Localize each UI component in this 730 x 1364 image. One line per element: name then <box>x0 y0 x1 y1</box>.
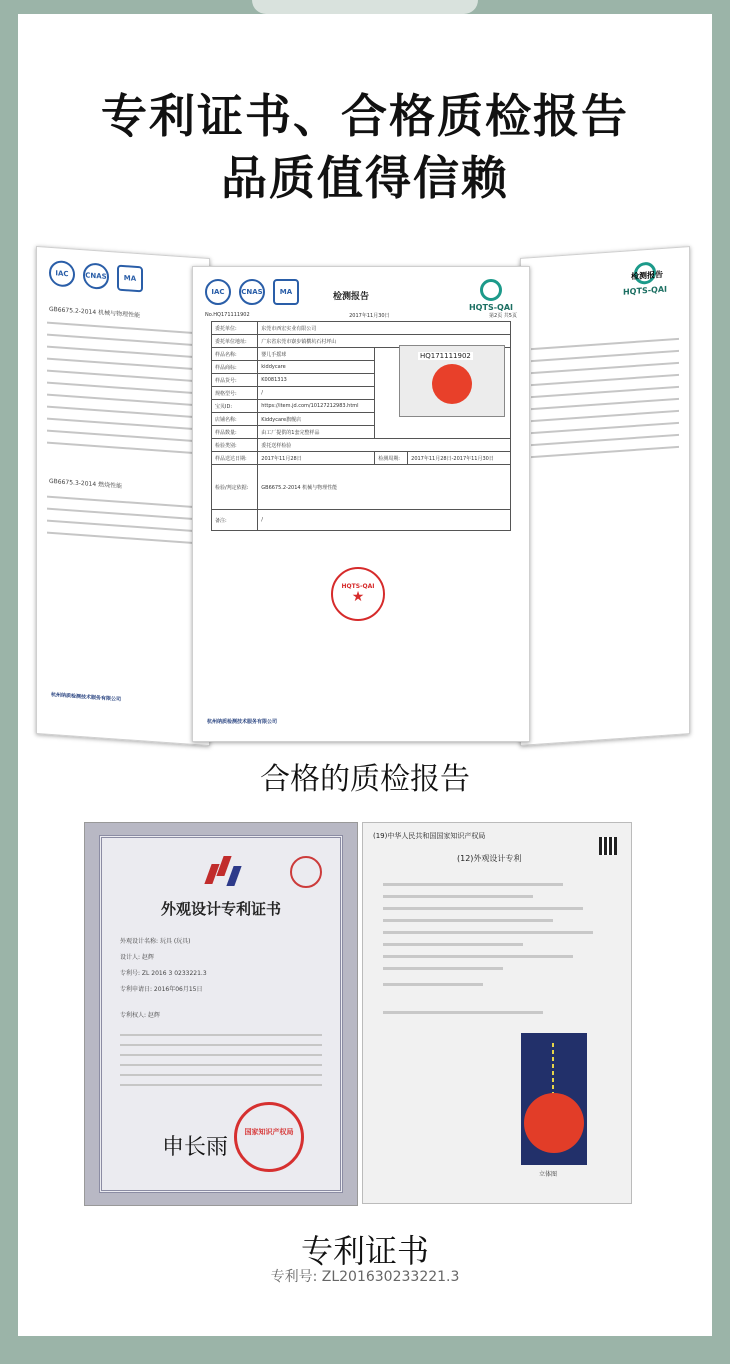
patent-certificate <box>84 822 358 1206</box>
ma-logo-icon: MA <box>117 265 143 293</box>
patent-document <box>362 822 632 1204</box>
red-seal-mark-icon <box>290 856 322 888</box>
ma-logo-icon: MA <box>273 279 299 305</box>
inspection-stamp: HQTS-QAI ★ <box>331 567 385 621</box>
report-table-lines <box>531 338 679 468</box>
iac-logo-icon: IAC <box>205 279 231 305</box>
report-date: 2017年11月30日 <box>349 313 390 319</box>
report-meta <box>205 312 517 319</box>
report-footer: 杭州纳质检测技术服务有限公司 <box>207 719 278 725</box>
cert-field-5: 专利权人: 赵辉 <box>120 1012 160 1019</box>
patent-doc-header: (19)中华人民共和国国家知识产权局 <box>373 832 486 840</box>
patent-number: 专利号: ZL201630233221.3 <box>270 1269 460 1285</box>
hqts-logo: HQTS-QAI <box>623 261 667 297</box>
signature: 申长雨 <box>162 1135 229 1160</box>
headline-line2: 品质值得信赖 <box>221 151 509 205</box>
product-image-caption: 立体图 <box>539 1171 558 1178</box>
cnas-logo-icon: CNAS <box>83 262 109 290</box>
report-text-lines-2 <box>47 496 199 555</box>
national-seal: 国家知识产权局 <box>234 1102 304 1172</box>
iac-logo-icon: IAC <box>49 260 75 288</box>
report-text-lines <box>47 322 199 465</box>
hqts-logo: HQTS-QAI <box>469 279 513 312</box>
main-cert-logos <box>205 279 299 305</box>
patent-doc-type: (12)外观设计专利 <box>457 854 522 863</box>
cert-field-2: 设计人: 赵辉 <box>120 954 154 961</box>
report-item-1: GB6675.2-2014 机械与物理性能 <box>49 305 141 320</box>
string-icon <box>552 1043 554 1099</box>
cnas-logo-icon: CNAS <box>239 279 265 305</box>
red-ball-icon <box>432 364 472 404</box>
report-footer-left: 杭州纳质检测技术服务有限公司 <box>51 691 122 703</box>
product-image <box>521 1033 587 1165</box>
sample-photo <box>399 345 505 417</box>
report-table: 委托单位: 东莞市西宏实业有限公司 委托单位地址: 广东省东莞市寮步镇横坑石村坪山 样品名称: 婴儿手摇球 样品商标: kiddycare 样品货号: K0081313 规格型号: / 宝贝ID: https://item.jd.com/10127212983.html 店铺名称: Kiddycare旗舰店 样品数量: 由工厂提供的1套完整样品 检验类别: 委托送样检验 样品送达日期: 2017年11月28日 检测周期: 2017年11月28日-2017年11月30日 检验/判定依据: GB6675.2-2014 机械与物理性能 备注: / <box>211 321 511 531</box>
report-number: No.HQ171111902 <box>205 312 250 318</box>
sample-tag: HQ171111902 <box>420 352 471 360</box>
report-item-2: GB6675.3-2014 燃烧性能 <box>49 477 123 490</box>
qr-code-icon <box>599 837 617 855</box>
patent-caption: 专利证书 <box>300 1232 429 1270</box>
report-page: 第2页 共5页 <box>489 313 517 319</box>
certificate-title: 外观设计专利证书 <box>160 900 281 918</box>
report-page-main <box>192 266 530 742</box>
cert-logos <box>49 260 143 293</box>
patent-office-emblem-icon <box>202 856 242 890</box>
cert-field-4: 专利申请日: 2016年06月15日 <box>120 986 203 993</box>
headline-line1: 专利证书、合格质检报告 <box>101 89 629 143</box>
report-title-right: 检测报告 <box>631 269 663 282</box>
report-title: 检测报告 <box>333 292 370 302</box>
cert-field-3: 专利号: ZL 2016 3 0233221.3 <box>120 970 207 977</box>
report-caption: 合格的质检报告 <box>260 762 470 797</box>
top-tab-decoration <box>252 0 478 14</box>
cert-body-lines <box>120 1034 322 1094</box>
hqts-ring-icon <box>480 279 502 301</box>
report-page-left <box>36 246 210 746</box>
red-ball-icon <box>524 1093 584 1153</box>
certificate-paper <box>99 835 343 1193</box>
star-icon: ★ <box>351 589 365 605</box>
report-page-right <box>520 246 690 746</box>
cert-field-1: 外观设计名称: 玩具 (玩具) <box>120 938 191 945</box>
